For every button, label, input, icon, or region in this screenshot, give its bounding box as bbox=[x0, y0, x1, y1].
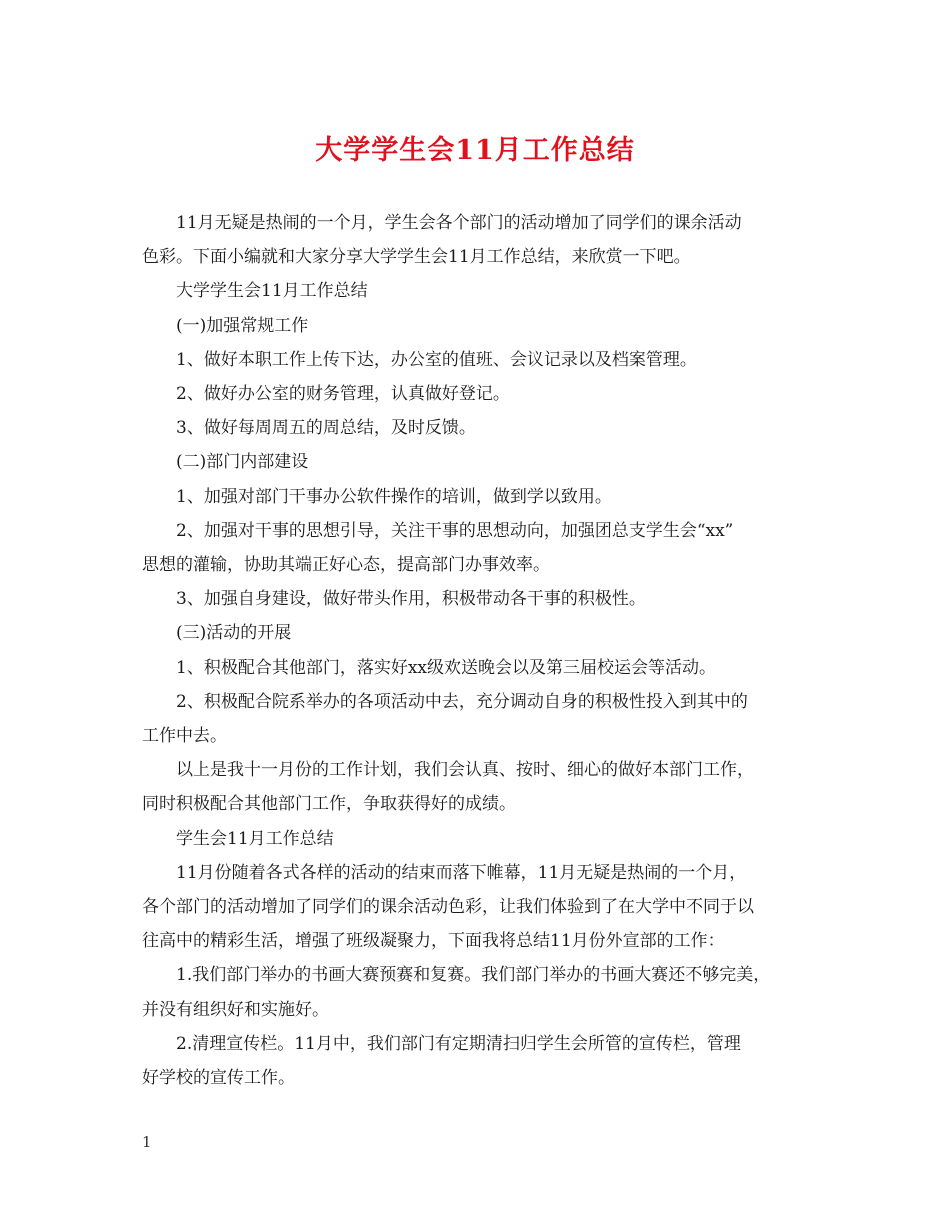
text-line: 工作中去。 bbox=[142, 726, 227, 747]
text-line: 3、加强自身建设，做好带头作用，积极带动各干事的积极性。 bbox=[176, 589, 646, 610]
document-body bbox=[142, 206, 818, 1095]
text-line: 1.我们部门举办的书画大赛预赛和复赛。我们部门举办的书画大赛还不够完美， bbox=[176, 965, 771, 986]
text-line: 各个部门的活动增加了同学们的课余活动色彩，让我们体验到了在大学中不同于以 bbox=[142, 897, 754, 918]
text-line: 色彩。下面小编就和大家分享大学学生会11月工作总结，来欣赏一下吧。 bbox=[142, 247, 691, 268]
text-line: 1、积极配合其他部门，落实好xx级欢送晚会以及第三届校运会等活动。 bbox=[176, 657, 716, 678]
page-number: 1 bbox=[142, 1133, 152, 1151]
document-title: 大学学生会11月工作总结 bbox=[315, 135, 635, 166]
text-line: (三)活动的开展 bbox=[176, 623, 292, 644]
text-line: 3、做好每周周五的周总结，及时反馈。 bbox=[176, 418, 476, 439]
text-line: 1、加强对部门干事办公软件操作的培训，做到学以致用。 bbox=[176, 486, 612, 507]
text-line: 2.清理宣传栏。11月中，我们部门有定期清扫归学生会所管的宣传栏，管理 bbox=[176, 1033, 741, 1054]
text-line: 2、加强对干事的思想引导，关注干事的思想动向，加强团总支学生会“xx” bbox=[176, 520, 734, 541]
text-line: 大学学生会11月工作总结 bbox=[176, 281, 368, 302]
text-line: (二)部门内部建设 bbox=[176, 452, 309, 473]
text-line: 2、做好办公室的财务管理，认真做好登记。 bbox=[176, 384, 510, 405]
text-line: 11月无疑是热闹的一个月，学生会各个部门的活动增加了同学们的课余活动 bbox=[176, 213, 742, 233]
text-line: 好学校的宣传工作。 bbox=[142, 1068, 295, 1089]
text-line: 同时积极配合其他部门工作，争取获得好的成绩。 bbox=[142, 794, 516, 815]
text-line: 往高中的精彩生活，增强了班级凝聚力，下面我将总结11月份外宣部的工作： bbox=[142, 931, 725, 952]
text-line: 并没有组织好和实施好。 bbox=[142, 999, 329, 1020]
text-line: 2、积极配合院系举办的各项活动中去，充分调动自身的积极性投入到其中的 bbox=[176, 691, 748, 712]
text-line: 以上是我十一月份的工作计划，我们会认真、按时、细心的做好本部门工作， bbox=[176, 760, 754, 781]
text-line: 11月份随着各式各样的活动的结束而落下帷幕，11月无疑是热闹的一个月， bbox=[176, 862, 747, 883]
text-line: 思想的灌输，协助其端正好心态，提高部门办事效率。 bbox=[142, 555, 550, 576]
text-line: 学生会11月工作总结 bbox=[176, 828, 334, 849]
text-line: (一)加强常规工作 bbox=[176, 315, 309, 336]
text-line: 1、做好本职工作上传下达，办公室的值班、会议记录以及档案管理。 bbox=[176, 349, 697, 370]
